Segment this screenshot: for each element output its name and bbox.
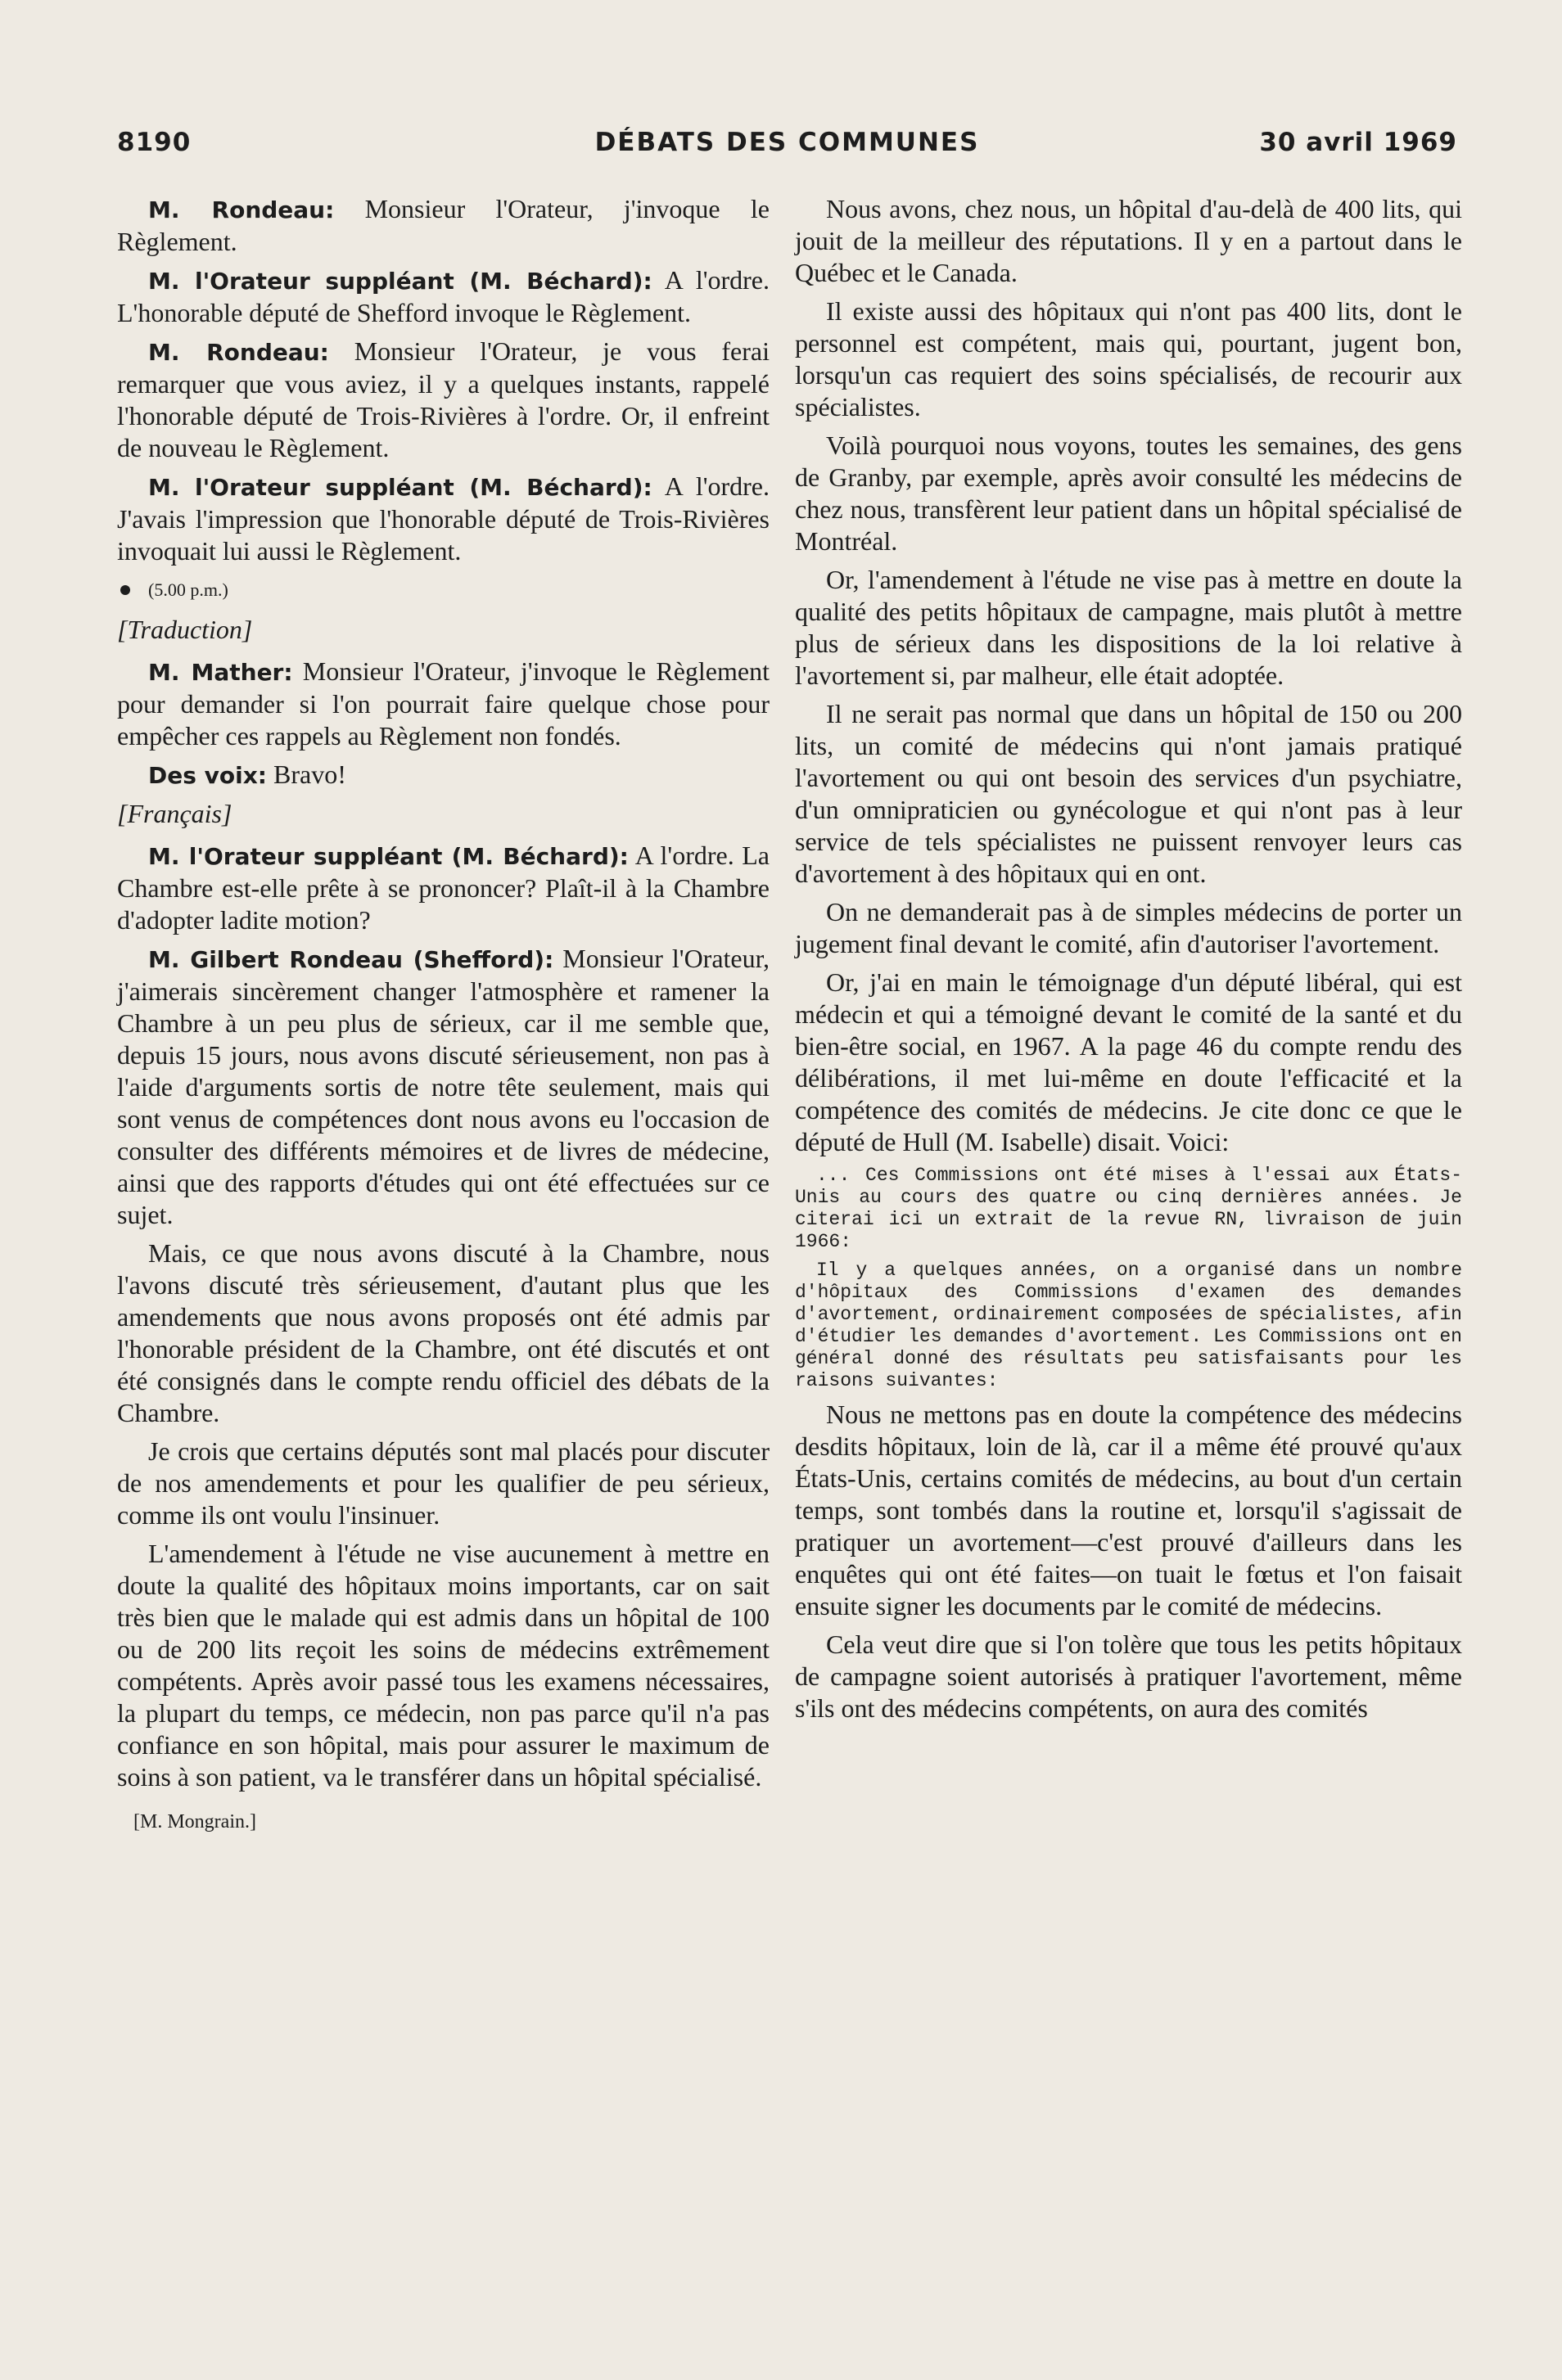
paragraph bbox=[117, 840, 770, 936]
speaker-footnote: [M. Mongrain.] bbox=[133, 1811, 256, 1832]
speech-text: Monsieur l'Orateur, j'invoque le Règlement. bbox=[117, 194, 770, 256]
paragraph: Or, l'amendement à l'étude ne vise pas à mettre en doute la qualité des petits hôpitaux de campagne, mais plutôt à mettre plus de sérieux dans les dispositions de la loi relative à l'avortement si, par malheur, elle était adoptée. bbox=[795, 565, 1462, 690]
paragraph bbox=[117, 471, 770, 567]
speaker-name: M. l'Orateur suppléant (M. Béchard): bbox=[148, 843, 629, 870]
paragraph: L'amendement à l'étude ne vise aucunement à mettre en doute la qualité des hôpitaux moins importants, car on sait très bien que le malade qui est admis dans un hôpital de 100 ou de 200 lits reçoit les soins de médecins extrêmement compétents. Après avoir passé tous les examens nécessaires, la plupart du temps, ce médecin, non pas parce qu'il n'a pas confiance en son hôpital, mais pour assurer le maximum de soins à son patient, va le transférer dans un hôpital spécialisé. bbox=[117, 1539, 770, 1792]
speaker-name: M. Gilbert Rondeau (Shefford): bbox=[148, 946, 554, 973]
paragraph: Voilà pourquoi nous voyons, toutes les semaines, des gens de Granby, par exemple, après avoir consulté les médecins de chez nous, transfèrent leur patient dans un hôpital spécialisé de Montréal. bbox=[795, 430, 1462, 556]
paragraph bbox=[117, 656, 770, 752]
paragraph: Je crois que certains députés sont mal placés pour discuter de nos amendements et pour les qualifier de peu sérieux, comme ils ont voulu l'insinuer. bbox=[117, 1436, 770, 1530]
paragraph: Il existe aussi des hôpitaux qui n'ont pas 400 lits, dont le personnel est compétent, mais qui, pourtant, jugent bon, lorsqu'un cas requiert des soins spécialisés, de recourir aux spécialistes. bbox=[795, 296, 1462, 421]
speech-text: A l'ordre. La Chambre est-elle prête à se prononcer? Plaît-il à la Chambre d'adopter ladite motion? bbox=[117, 841, 770, 935]
paragraph bbox=[117, 336, 770, 464]
time-text: (5.00 p.m.) bbox=[148, 579, 228, 600]
time-marker bbox=[117, 574, 770, 606]
bullet-icon bbox=[120, 585, 130, 595]
left-column bbox=[117, 193, 770, 1838]
speaker-name: M. l'Orateur suppléant (M. Béchard): bbox=[148, 474, 652, 501]
paragraph: Or, j'ai en main le témoignage d'un député libéral, qui est médecin et qui a témoigné devant le comité de la santé et du bien-être social, en 1967. A la page 46 du compte rendu des délibérations, il met lui-même en doute l'efficacité et la compétence des comités de médecins. Je cite donc ce que le député de Hull (M. Isabelle) disait. Voici: bbox=[795, 967, 1462, 1156]
speaker-name: M. Mather: bbox=[148, 659, 293, 686]
paragraph bbox=[117, 193, 770, 258]
paragraph bbox=[117, 759, 770, 791]
paragraph: Il ne serait pas normal que dans un hôpital de 150 ou 200 lits, un comité de médecins qui n'ont jamais pratiqué l'avortement ou qui ont besoin des services d'un psychiatre, d'un omnipraticien ou gynécologue et qui n'ont pas à leur service de tels spécialistes ne puissent renvoyer leurs cas d'avortement à des hôpitaux qui en ont. bbox=[795, 699, 1462, 888]
speech-text: A l'ordre. J'avais l'impression que l'honorable député de Trois-Rivières invoquait lui aussi le Règlement. bbox=[117, 471, 770, 566]
speech-text: Bravo! bbox=[267, 760, 346, 789]
paragraph: Nous avons, chez nous, un hôpital d'au-delà de 400 lits, qui jouit de la meilleur des réputations. Il y en a partout dans le Québec et le Canada. bbox=[795, 194, 1462, 287]
speaker-name: Des voix: bbox=[148, 762, 267, 789]
paragraph: Mais, ce que nous avons discuté à la Chambre, nous l'avons discuté très sérieusement, d'autant plus que les amendements que nous avons proposés ont été admis par l'honorable président de la Chambre, ont été discutés et ont été consignés dans le compte rendu officiel des débats de la Chambre. bbox=[117, 1238, 770, 1427]
paragraph: Cela veut dire que si l'on tolère que tous les petits hôpitaux de campagne soient autorisés à pratiquer l'avortement, même s'ils ont des médecins compétents, on aura des comités bbox=[795, 1629, 1462, 1723]
paragraph bbox=[117, 943, 770, 1231]
page-header bbox=[117, 128, 1457, 169]
speech-text: Monsieur l'Orateur, j'aimerais sincèrement changer l'atmosphère et ramener la Chambre à un peu plus de sérieux, car il me semble que, depuis 15 jours, nous avons discuté sérieusement, non pas à l'aide d'arguments sortis de notre tête seulement, mais qui sont venus de compétences dont nous avons eu l'occasion de consulter des différents mémoires et de livres de médecine, ainsi que des rapports d'études qui ont été effectuées sur ce sujet. bbox=[117, 944, 770, 1229]
publication-title: DÉBATS DES COMMUNES bbox=[594, 128, 980, 157]
speech-text: A l'ordre. L'honorable député de Shefford invoque le Règlement. bbox=[117, 265, 770, 327]
paragraph: On ne demanderait pas à de simples médecins de porter un jugement final devant le comité, afin d'autoriser l'avortement. bbox=[795, 897, 1462, 958]
language-marker: [Traduction] bbox=[117, 615, 253, 644]
speaker-name: M. Rondeau: bbox=[148, 196, 335, 223]
block-quote: ... Ces Commissions ont été mises à l'essai aux États-Unis au cours des quatre ou cinq dernières années. Je citerai ici un extrait de la revue RN, livraison de juin 1966: bbox=[795, 1165, 1462, 1252]
language-marker: [Français] bbox=[117, 799, 232, 828]
page-number: 8190 bbox=[117, 128, 192, 157]
paragraph bbox=[117, 264, 770, 329]
block-quote: Il y a quelques années, on a organisé dans un nombre d'hôpitaux des Commissions d'examen des demandes d'avortement, ordinairement composées de spécialistes, afin d'étudier les demandes d'avortement. Les Commissions ont en général donné des résultats peu satisfaisants pour les raisons suivantes: bbox=[795, 1260, 1462, 1391]
issue-date: 30 avril 1969 bbox=[1259, 128, 1457, 157]
speech-text: Monsieur l'Orateur, j'invoque le Règlement pour demander si l'on pourrait faire quelque chose pour empêcher ces rappels au Règlement non fondés. bbox=[117, 656, 770, 751]
right-column bbox=[795, 193, 1462, 1731]
paragraph: Nous ne mettons pas en doute la compétence des médecins desdits hôpitaux, loin de là, car il a même été prouvé qu'aux États-Unis, certains comités de médecins, au bout d'un certain temps, sont tombés dans la routine et, lorsqu'il s'agissait de pratiquer un avortement—c'est prouvé d'ailleurs dans les enquêtes qui ont été faites—on tuait le fœtus et l'on faisait ensuite signer les documents par le comité de médecins. bbox=[795, 1400, 1462, 1620]
speech-text: Monsieur l'Orateur, je vous ferai remarquer que vous aviez, il y a quelques instants, rappelé l'honorable député de Trois-Rivières à l'ordre. Or, il enfreint de nouveau le Règlement. bbox=[117, 336, 770, 462]
speaker-name: M. Rondeau: bbox=[148, 339, 329, 366]
speaker-name: M. l'Orateur suppléant (M. Béchard): bbox=[148, 268, 652, 295]
